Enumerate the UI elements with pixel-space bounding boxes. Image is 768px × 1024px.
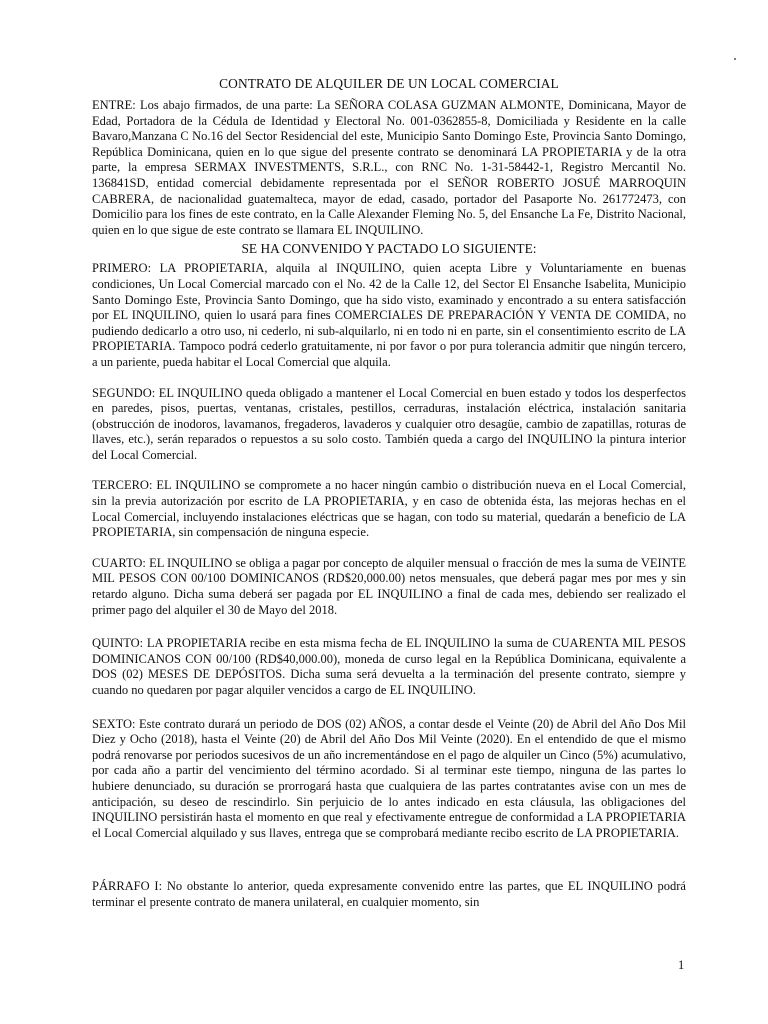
clause-parrafo-1: PÁRRAFO I: No obstante lo anterior, queda expresamente convenido entre las partes, que EL INQUILINO podrá terminar el presente contrato de manera unilateral, en cualquier momento, sin	[92, 879, 686, 909]
page-speck	[734, 58, 736, 60]
clause-cuarto: CUARTO: EL INQUILINO se obliga a pagar por concepto de alquiler mensual o fracción de mes la suma de VEINTE MIL PESOS CON 00/100 DOMINICANOS (RD$20,000.00) netos mensuales, que deberá pagar mes por mes y sin retardo alguno. Dicha suma deberá ser pagada por EL INQUILINO a final de cada mes, debiendo ser realizado el primer pago del alquiler el 30 de Mayo del 2018.	[92, 555, 686, 617]
document-title: CONTRATO DE ALQUILER DE UN LOCAL COMERCIAL	[219, 76, 559, 91]
clause-segundo: SEGUNDO: EL INQUILINO queda obligado a mantener el Local Comercial en buen estado y todos los desperfectos en paredes, pisos, puertas, ventanas, cristales, pestillos, cerraduras, instalación eléctrica, instalación sanitaria (obstrucción de inodoros, lavamanos, fregaderos, lavaderos y cualquier otro desagüe, cambio de zapatillas, roturas de llaves, etc.), serán reparados o repuestos a su solo costo. También queda a cargo del INQUILINO la pintura interior del Local Comercial.	[92, 385, 686, 462]
agreement-heading: SE HA CONVENIDO Y PACTADO LO SIGUIENTE:	[241, 241, 537, 257]
page-number: 1	[678, 958, 685, 972]
clause-sexto: SEXTO: Este contrato durará un periodo de DOS (02) AÑOS, a contar desde el Veinte (20) de Abril del Año Dos Mil Diez y Ocho (2018), hasta el Veinte (20) de Abril del Año Dos Mil Veinte (2020). En el entendido de que el mismo podrá renovarse por periodos sucesivos de un año incrementándose en el pago de alquiler un Cinco (5%) acumulativo, por cada año a partir del vencimiento del término acordado. Si al terminar este tiempo, ninguna de las partes lo hubiere denunciado, su duración se prorrogará hasta que cualquiera de las partes contratantes avise con un mes de anticipación, su deseo de rescindirlo. Sin perjuicio de lo antes indicado en esta cláusula, las obligaciones del INQUILINO persistirán hasta el momento en que real y efectivamente entregue de conformidad a LA PROPIETARIA el Local Comercial alquilado y sus llaves, entrega que se comprobará mediante recibo escrito de LA PROPIETARIA.	[92, 716, 686, 840]
clause-tercero: TERCERO: EL INQUILINO se compromete a no hacer ningún cambio o distribución nueva en el Local Comercial, sin la previa autorización por escrito de LA PROPIETARIA, y en caso de obtenida ésta, las mejoras hechas en el Local Comercial, incluyendo instalaciones eléctricas que se hagan, con todo su material, quedarán a beneficio de LA PROPIETARIA, sin compensación de ninguna especie.	[92, 478, 686, 540]
clause-primero: PRIMERO: LA PROPIETARIA, alquila al INQUILINO, quien acepta Libre y Voluntariamente en buenas condiciones, Un Local Comercial marcado con el No. 42 de la Calle 12, del Sector El Ensanche Isabelita, Municipio Santo Domingo Este, Provincia Santo Domingo, que ha sido visto, examinado y encontrado a su entera satisfacción por EL INQUILINO, quien lo usará para fines COMERCIALES DE PREPARACIÓN Y VENTA DE COMIDA, no pudiendo dedicarlo a otro uso, ni cederlo, ni sub-alquilarlo, ni en todo ni en parte, sin el consentimiento escrito de LA PROPIETARIA. Tampoco podrá cederlo gratuitamente, ni por favor o por pura tolerancia admitir que ningún tercero, a un pariente, pueda habitar el Local Comercial que alquila.	[92, 261, 686, 369]
clause-quinto: QUINTO: LA PROPIETARIA recibe en esta misma fecha de EL INQUILINO la suma de CUARENTA MIL PESOS DOMINICANOS CON 00/100 (RD$40,000.00), moneda de curso legal en la República Dominicana, equivalente a DOS (02) MESES DE DEPÓSITOS. Dicha suma será devuelta a la terminación del presente contrato, siempre y cuando no quedaren por pagar alquiler vencidos a cargo de EL INQUILINO.	[92, 636, 686, 697]
intro-paragraph: ENTRE: Los abajo firmados, de una parte: La SEÑORA COLASA GUZMAN ALMONTE, Dominicana, Mayor de Edad, Portadora de la Cédula de Identidad y Electoral No. 001-0362855-8, Domiciliada y Residente en la calle Bavaro,Manzana C No.16 del Sector Residencial del este, Municipio Santo Domingo Este, Provincia Santo Domingo, República Dominicana, quien en lo que sigue del presente contrato se denominará LA PROPIETARIA y de la otra parte, la empresa SERMAX INVESTMENTS, S.R.L., con RNC No. 1-31-58442-1, Registro Mercantil No. 136841SD, entidad comercial debidamente representada por el SEÑOR ROBERTO JOSUÉ MARROQUIN CABRERA, de nacionalidad guatemalteca, mayor de edad, casado, portador del Pasaporte No. 261772473, con Domicilio para los fines de este contrato, en la Calle Alexander Fleming No. 5, del Ensanche La Fe, Distrito Nacional, quien en lo que sigue de este contrato se llamara EL INQUILINO.	[92, 98, 686, 237]
document-page	[92, 76, 686, 911]
